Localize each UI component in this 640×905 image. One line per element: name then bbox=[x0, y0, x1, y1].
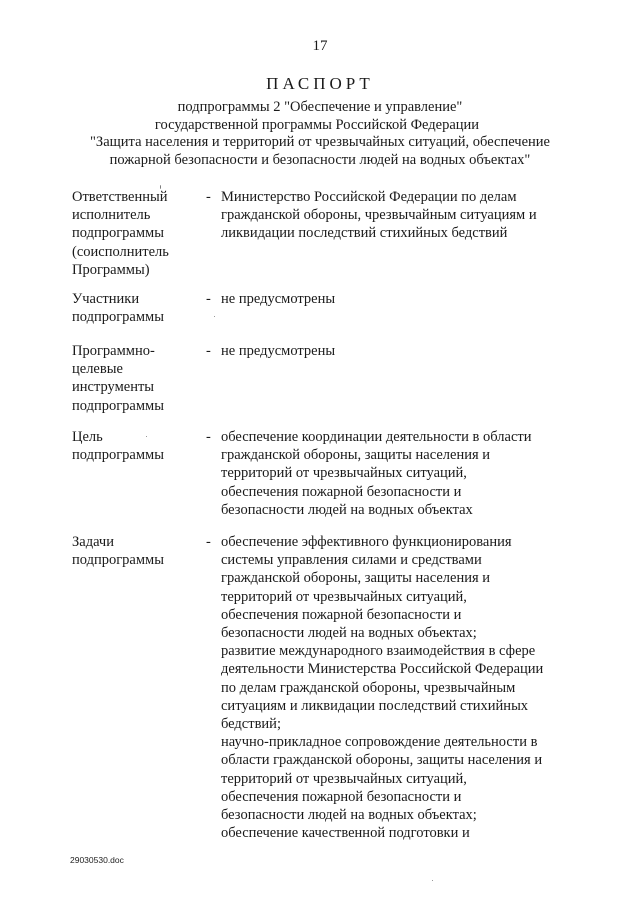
row-value bbox=[221, 342, 566, 360]
row-label-line: целевые bbox=[72, 361, 123, 378]
row-label-line: Участники bbox=[72, 291, 140, 307]
row-label-line: подпрограммы bbox=[72, 309, 164, 326]
row-label-line: подпрограммы bbox=[72, 397, 164, 414]
row-value-line: по делам гражданской обороны, чрезвычайным bbox=[221, 679, 516, 696]
row-value-line: не предусмотрены bbox=[221, 343, 336, 359]
row-label-line: Программно- bbox=[72, 343, 155, 359]
row-value-line: обеспечение координации деятельности в области bbox=[221, 429, 532, 445]
row-value bbox=[221, 428, 566, 519]
row-label-line: подпрограммы bbox=[72, 225, 164, 242]
row-value-line: области гражданской обороны, защиты населения и bbox=[221, 752, 543, 769]
document-subtitle bbox=[60, 99, 580, 169]
row-label-line: подпрограммы bbox=[72, 552, 164, 569]
row-value-line: гражданской обороны, чрезвычайным ситуациям и bbox=[221, 207, 537, 224]
row-value-line: развитие международного взаимодействия в сфере bbox=[221, 643, 536, 660]
row-dash: - bbox=[206, 534, 211, 550]
row-value-line: территорий от чрезвычайных ситуаций, bbox=[221, 465, 467, 482]
scan-speck bbox=[160, 185, 161, 189]
row-value-line: системы управления силами и средствами bbox=[221, 552, 482, 569]
row-value-line: обеспечения пожарной безопасности и bbox=[221, 483, 462, 500]
row-value-line: безопасности людей на водных объектах; bbox=[221, 807, 477, 824]
row-value-line: гражданской обороны, защиты населения и bbox=[221, 447, 491, 464]
row-label-line: подпрограммы bbox=[72, 447, 164, 464]
subtitle-line: "Защита населения и территорий от чрезвычайных ситуаций, обеспечение bbox=[90, 134, 550, 150]
row-value-line: территорий от чрезвычайных ситуаций, bbox=[221, 770, 467, 787]
row-value-line: территорий от чрезвычайных ситуаций, bbox=[221, 588, 467, 605]
row-value-line: ситуациям и ликвидации последствий стихийных bbox=[221, 697, 529, 714]
scan-speck bbox=[432, 880, 433, 881]
row-label-line: Программы) bbox=[72, 261, 150, 278]
row-label-line: инструменты bbox=[72, 379, 155, 396]
row-value-line: бедствий; bbox=[221, 716, 281, 733]
row-value-line: обеспечение эффективного функционирования bbox=[221, 534, 512, 550]
row-value-line: гражданской обороны, защиты населения и bbox=[221, 570, 491, 587]
subtitle-line: пожарной безопасности и безопасности людей на водных объектах" bbox=[109, 151, 531, 168]
row-value bbox=[221, 533, 566, 842]
row-label bbox=[72, 188, 207, 279]
scan-speck bbox=[214, 316, 215, 317]
row-value-line: обеспечения пожарной безопасности и bbox=[221, 606, 462, 623]
row-value-line: деятельности Министерства Российской Федерации bbox=[221, 661, 544, 678]
row-label-line: Задачи bbox=[72, 534, 114, 550]
row-value-line: не предусмотрены bbox=[221, 291, 336, 307]
row-value bbox=[221, 290, 566, 308]
row-label bbox=[72, 290, 207, 326]
row-dash: - bbox=[206, 343, 211, 359]
row-dash: - bbox=[206, 291, 211, 307]
row-label-line: Ответственный bbox=[72, 189, 168, 205]
row-value-line: безопасности людей на водных объектах; bbox=[221, 625, 477, 642]
row-value-line: ликвидации последствий стихийных бедствий bbox=[221, 225, 508, 242]
document-title: ПАСПОРТ bbox=[266, 74, 374, 93]
page-number: 17 bbox=[312, 38, 328, 54]
row-dash: - bbox=[206, 429, 211, 445]
subtitle-line: подпрограммы 2 "Обеспечение и управление" bbox=[177, 99, 463, 115]
row-label-line: Цель bbox=[72, 429, 103, 445]
row-label-line: исполнитель bbox=[72, 207, 151, 224]
row-label bbox=[72, 533, 207, 569]
row-value-line: обеспечения пожарной безопасности и bbox=[221, 788, 462, 805]
subtitle-line: государственной программы Российской Федерации bbox=[154, 116, 480, 133]
row-value-line: безопасности людей на водных объектах bbox=[221, 501, 473, 518]
file-code: 29030530.doc bbox=[70, 855, 124, 865]
row-value-line: обеспечение качественной подготовки и bbox=[221, 825, 470, 842]
row-label bbox=[72, 342, 207, 415]
row-value bbox=[221, 188, 566, 243]
scan-speck bbox=[146, 436, 147, 437]
row-label bbox=[72, 428, 207, 464]
row-dash: - bbox=[206, 189, 211, 205]
row-value-line: научно-прикладное сопровождение деятельности в bbox=[221, 734, 538, 751]
row-value-line: Министерство Российской Федерации по делам bbox=[221, 189, 517, 205]
row-label-line: (соисполнитель bbox=[72, 243, 169, 260]
